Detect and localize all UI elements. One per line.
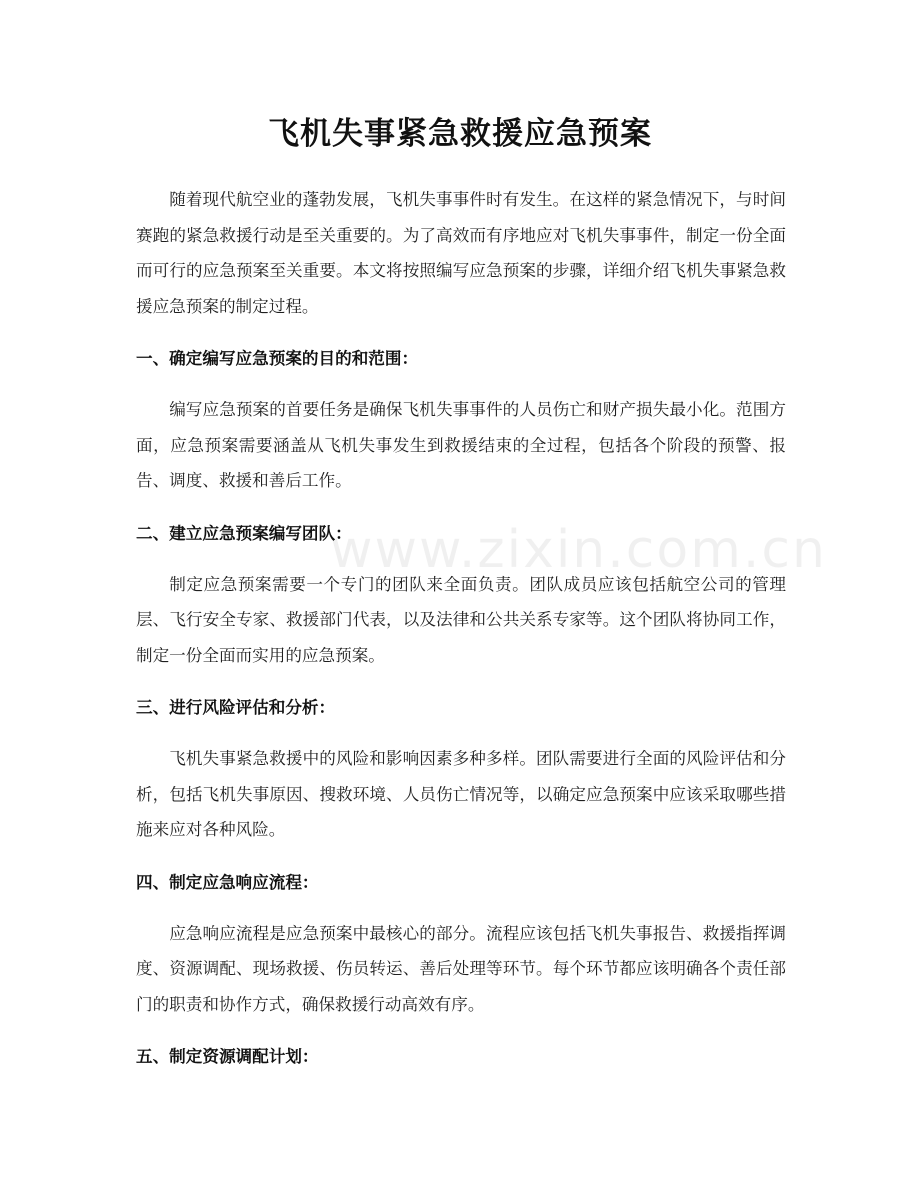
section-body-2: 制定应急预案需要一个专门的团队来全面负责。团队成员应该包括航空公司的管理层、飞行安全专家、救援部门代表，以及法律和公共关系专家等。这个团队将协同工作，制定一份全面而实用的应急预案。 [136, 574, 786, 665]
section-heading-4: 四、制定应急响应流程： [136, 872, 319, 892]
section-body-4: 应急响应流程是应急预案中最核心的部分。流程应该包括飞机失事报告、救援指挥调度、资源调配、现场救援、伤员转运、善后处理等环节。每个环节都应该明确各个责任部门的职责和协作方式，确保救援行动高效有序。 [136, 923, 786, 1014]
section-heading-3: 三、进行风险评估和分析： [136, 698, 336, 717]
section-body-1: 编写应急预案的首要任务是确保飞机失事事件的人员伤亡和财产损失最小化。范围方面，应急预案需要涵盖从飞机失事发生到救援结束的全过程，包括各个阶段的预警、报告、调度、救援和善后工作。 [136, 400, 786, 490]
section-body-3: 飞机失事紧急救援中的风险和影响因素多种多样。团队需要进行全面的风险评估和分析，包括飞机失事原因、搜救环境、人员伤亡情况等，以确定应急预案中应该采取哪些措施来应对各种风险。 [136, 749, 786, 839]
page-title: 飞机失事紧急救援应急预案 [268, 116, 652, 152]
section-heading-1: 一、确定编写应急预案的目的和范围： [136, 349, 419, 368]
section-heading-2: 二、建立应急预案编写团队： [136, 523, 352, 543]
section-heading-5: 五、制定资源调配计划： [136, 1047, 319, 1066]
watermark: www.zixin.com.cn [330, 520, 827, 580]
document-body [136, 182, 786, 1090]
intro-paragraph: 随着现代航空业的蓬勃发展，飞机失事事件时有发生。在这样的紧急情况下，与时间赛跑的紧急救援行动是至关重要的。为了高效而有序地应对飞机失事事件，制定一份全面而可行的应急预案至关重要。本文将按照编写应急预案的步骤，详细介绍飞机失事紧急救援应急预案的制定过程。 [136, 190, 786, 316]
